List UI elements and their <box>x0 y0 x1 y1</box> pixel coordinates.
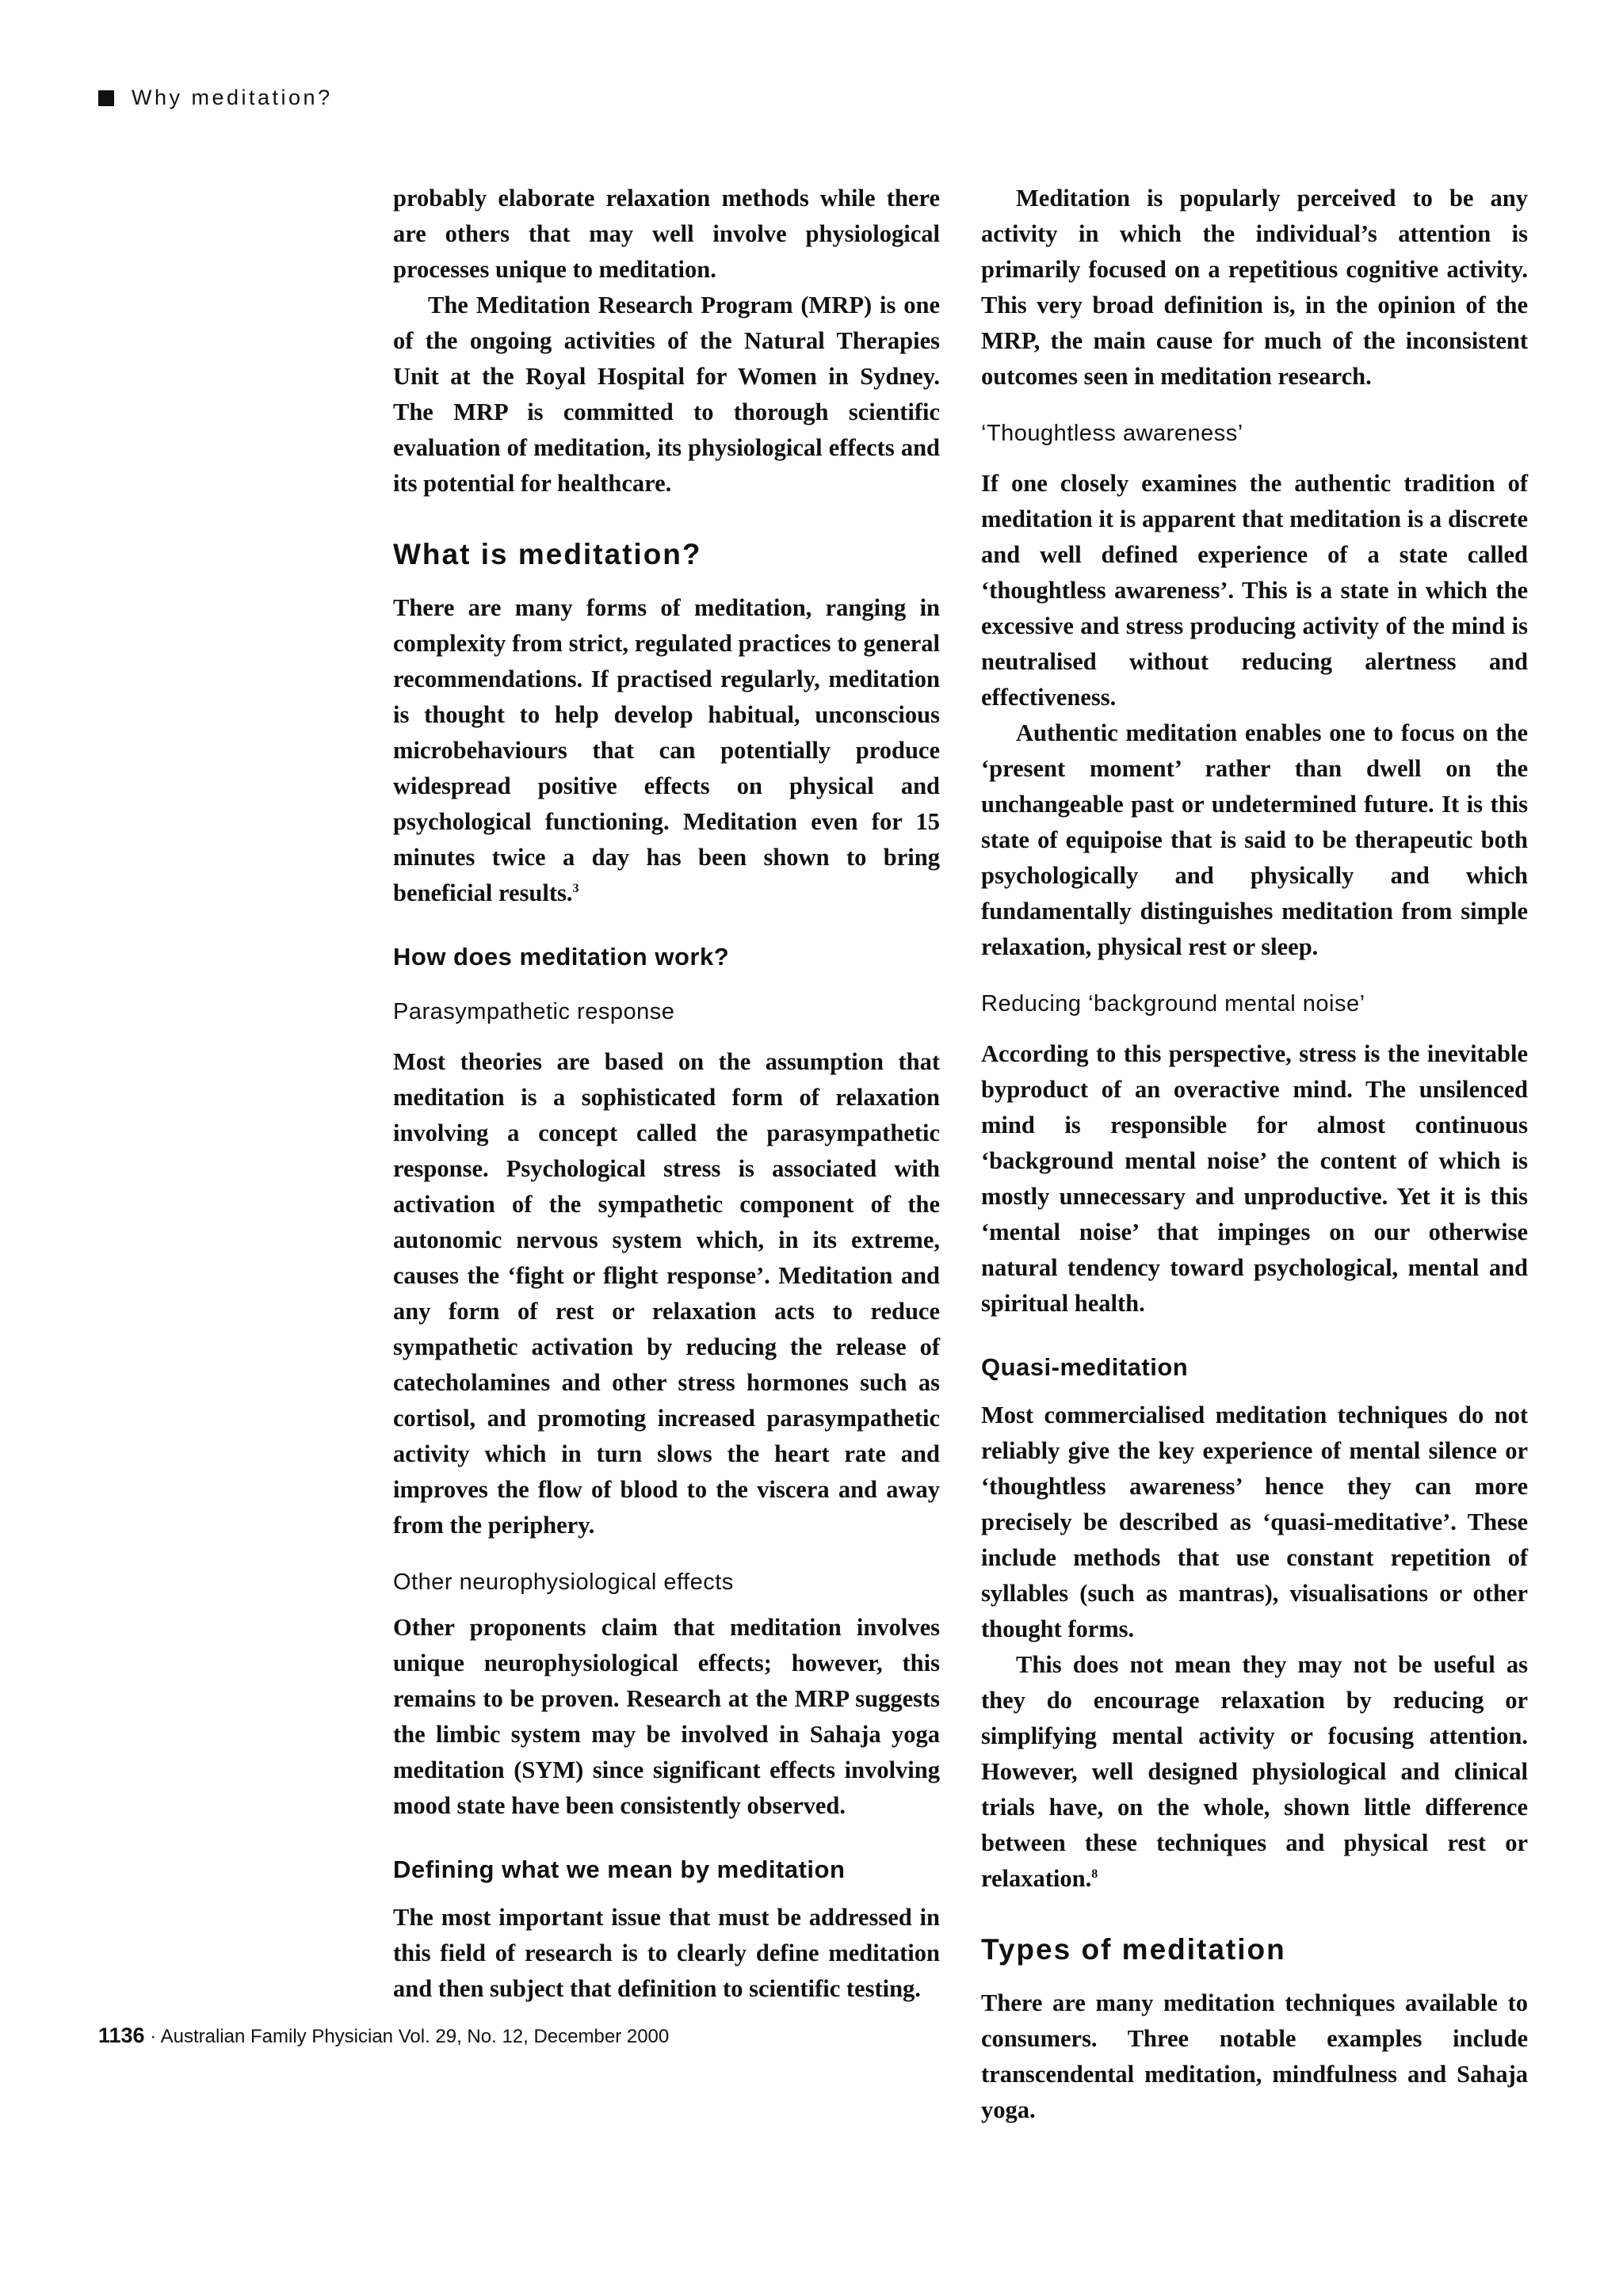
section-heading-types-of-meditation: Types of meditation <box>981 1933 1286 1966</box>
right-column <box>981 181 1528 2128</box>
running-head <box>98 86 333 110</box>
paragraph: Other proponents claim that meditation involves unique neurophysiological effects; however, this remains to be proven. Research at the MRP suggests the limbic system may be involved in Sahaja yoga meditation (SYM) since significant effects involving mood state have been consistently observed. <box>393 1614 940 1819</box>
paragraph: Meditation is popularly perceived to be any activity in which the individual’s attention is primarily focused on a repetitious cognitive activity. This very broad definition is, in the opinion of the MRP, the main cause for much of the inconsistent outcomes seen in meditation research. <box>981 185 1528 390</box>
reference-superscript: 8 <box>1091 1867 1098 1881</box>
subsection-heading-defining-meditation: Defining what we mean by meditation <box>393 1855 846 1883</box>
page-footer <box>98 2023 669 2048</box>
subsection-heading-how-does-meditation-work: How does meditation work? <box>393 943 730 971</box>
paragraph: probably elaborate relaxation methods while there are others that may well involve physiological processes unique to meditation. <box>393 185 940 283</box>
paragraph: The Meditation Research Program (MRP) is one of the ongoing activities of the Natural Therapies Unit at the Royal Hospital for Women in Sydney. The MRP is committed to thorough scientific evaluation of meditation, its physiological effects and its potential for healthcare. <box>393 292 940 497</box>
page-number: 1136 <box>98 2023 145 2047</box>
paragraph: The most important issue that must be addressed in this field of research is to clearly define meditation and then subject that definition to scientific testing. <box>393 1904 940 2002</box>
paragraph: Authentic meditation enables one to focus on the ‘present moment’ rather than dwell on the unchangeable past or undetermined future. It is this state of equipoise that is said to be therapeutic both psychologically and physically and which fundamentally distinguishes meditation from simple relaxation, physical rest or sleep. <box>981 719 1528 960</box>
footer-separator: · <box>150 2026 157 2047</box>
paragraph: This does not mean they may not be useful as they do encourage relaxation by reducing or simplifying mental activity or focusing attention. However, well designed physiological and clinical trials have, on the whole, shown little difference between these techniques and physical rest or relaxation.$^8$ <box>981 1651 1528 1892</box>
square-bullet-icon <box>98 90 114 106</box>
journal-citation: Australian Family Physician Vol. 29, No. 12, December 2000 <box>160 2026 670 2047</box>
minor-heading-parasympathetic-response: Parasympathetic response <box>393 999 675 1024</box>
running-head-title: Why meditation? <box>132 86 333 109</box>
paragraph: Most theories are based on the assumption that meditation is a sophisticated form of relaxation involving a concept called the parasympathetic response. Psychological stress is associated with activation of the sympathetic component of the autonomic nervous system which, in its extreme, causes the ‘fight or flight response’. Meditation and any form of rest or relaxation acts to reduce sympathetic activation by reducing the release of catecholamines and other stress hormones such as cortisol, and promoting increased parasympathetic activity which in turn slows the heart rate and improves the flow of blood to the viscera and away from the periphery. <box>393 1048 940 1539</box>
section-heading-what-is-meditation: What is meditation? <box>393 538 702 570</box>
left-column <box>393 181 940 2007</box>
paragraph: There are many forms of meditation, ranging in complexity from strict, regulated practices to general recommendations. If practised regularly, meditation is thought to help develop habitual, unconscious microbehaviours that can potentially produce widespread positive effects on physical and psychological functioning. Meditation even for 15 minutes twice a day has been shown to bring beneficial results.$^3$ <box>393 594 940 906</box>
paragraph: Most commercialised meditation techniques do not reliably give the key experience of mental silence or ‘thoughtless awareness’ hence they can more precisely be described as ‘quasi-meditative’. These include methods that use constant repetition of syllables (such as mantras), visualisations or other thought forms. <box>981 1402 1528 1642</box>
minor-heading-other-neurophysiological-effects: Other neurophysiological effects <box>393 1569 734 1595</box>
minor-heading-thoughtless-awareness: ‘Thoughtless awareness’ <box>981 421 1243 446</box>
paragraph: According to this perspective, stress is the inevitable byproduct of an overactive mind. The unsilenced mind is responsible for almost continuous ‘background mental noise’ the content of which is mostly unnecessary and unproductive. Yet it is this ‘mental noise’ that impinges on our otherwise natural tendency toward psychological, mental and spiritual health. <box>981 1040 1528 1317</box>
minor-heading-background-mental-noise: Reducing ‘background mental noise’ <box>981 991 1365 1016</box>
paragraph: There are many meditation techniques available to consumers. Three notable examples include transcendental meditation, mindfulness and Sahaja yoga. <box>981 1989 1528 2123</box>
reference-superscript: 3 <box>572 881 579 895</box>
subsection-heading-quasi-meditation: Quasi-meditation <box>981 1353 1189 1381</box>
paragraph: If one closely examines the authentic tradition of meditation it is apparent that meditation is a discrete and well defined experience of a state called ‘thoughtless awareness’. This is a state in which the excessive and stress producing activity of the mind is neutralised without reducing alertness and effectiveness. <box>981 470 1528 711</box>
